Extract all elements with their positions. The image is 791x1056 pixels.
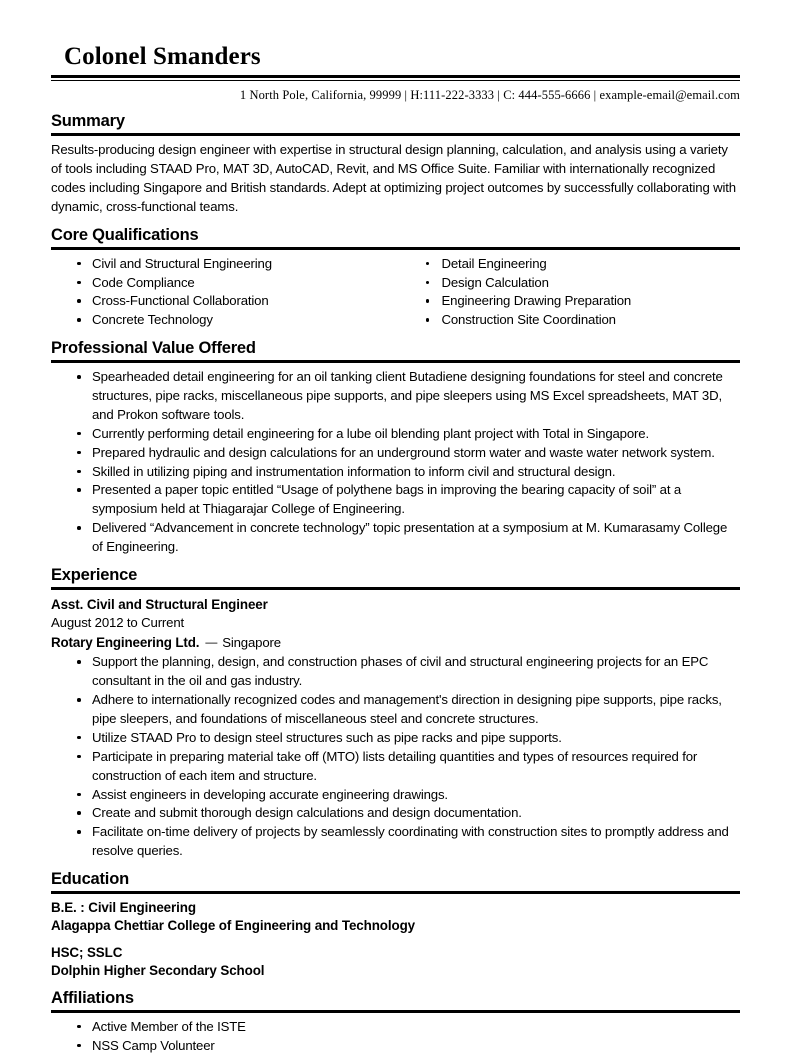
section-title-experience: Experience (51, 565, 138, 584)
header-rule-thick (51, 75, 740, 78)
section-rule (51, 587, 740, 590)
list-item: Active Member of the ISTE (51, 1018, 740, 1037)
list-item: Cross-Functional Collaboration (51, 292, 396, 311)
section-rule (51, 360, 740, 363)
list-item: Skilled in utilizing piping and instrumentation information to inform civil and structural design. (51, 463, 740, 482)
affiliations-list (51, 1018, 740, 1056)
qualifications-list-right (396, 255, 741, 331)
section-title-professional-value: Professional Value Offered (51, 339, 256, 358)
section-core-qualifications (51, 226, 740, 330)
contact-line: 1 North Pole, California, 99999 | H:111-222-3333 | C: 444-555-6666 | example-email@email.com (239, 88, 740, 103)
resume-header (51, 44, 740, 103)
list-item: NSS Camp Volunteer (51, 1037, 740, 1056)
list-item: Construction Site Coordination (396, 311, 741, 330)
section-rule (51, 133, 740, 136)
section-title-core-qualifications: Core Qualifications (51, 225, 199, 244)
section-professional-value (51, 339, 740, 557)
qualifications-list-left (51, 255, 396, 331)
header-rule-thin (51, 80, 740, 81)
list-item: Facilitate on-time delivery of projects by seamlessly coordinating with construction sites to promptly address and resolve queries. (51, 823, 740, 861)
list-item: Support the planning, design, and construction phases of civil and structural engineering projects for an EPC consultant in the oil and gas industry. (51, 653, 740, 691)
education-school: Dolphin Higher Secondary School (51, 962, 265, 978)
section-title-summary: Summary (51, 112, 125, 131)
education-entry (51, 944, 740, 980)
list-item: Detail Engineering (396, 255, 741, 274)
list-item: Civil and Structural Engineering (51, 255, 396, 274)
list-item: Concrete Technology (51, 311, 396, 330)
education-degree: HSC; SSLC (51, 944, 123, 960)
job-title: Asst. Civil and Structural Engineer (51, 596, 268, 612)
list-item: Presented a paper topic entitled “Usage of polythene bags in improving the bearing capacity of soil” at a symposium held at Thiagarajar College of Engineering. (51, 481, 740, 519)
list-item: Design Calculation (396, 274, 741, 293)
summary-text: Results-producing design engineer with expertise in structural design planning, calculation, and analysis using a variety of tools including STAAD Pro, MAT 3D, AutoCAD, Revit, and MS Office Suite. Familiar with internationally recognized codes including Singapore and British standards. Adept at optimizing project outcomes by successfully collaborating with dynamic, cross-functional teams. (51, 142, 736, 214)
list-item: Engineering Drawing Preparation (396, 292, 741, 311)
list-item: Prepared hydraulic and design calculations for an underground storm water and waste water network system. (51, 444, 740, 463)
list-item: Spearheaded detail engineering for an oil tanking client Butadiene designing foundations for steel and concrete structures, pipe racks, miscellaneous pipe supports, and pipe sleepers using MS Excel spreadsheets, MAT 3D, and Prokon software tools. (51, 368, 740, 425)
job-location: Singapore (222, 634, 281, 650)
list-item: Currently performing detail engineering for a lube oil blending plant project with Total in Singapore. (51, 425, 740, 444)
list-item: Code Compliance (51, 274, 396, 293)
list-item: Create and submit thorough design calculations and design documentation. (51, 804, 740, 823)
education-entries (51, 899, 740, 980)
job-employer-line (51, 633, 740, 653)
section-rule (51, 891, 740, 894)
experience-list (51, 653, 740, 861)
qualifications-column-left (51, 255, 396, 331)
list-item: Adhere to internationally recognized codes and management's direction in designing pipe supports, pipe racks, pipe sleepers, and foundations of miscellaneous steel and concrete structures. (51, 691, 740, 729)
section-education (51, 870, 740, 980)
list-item: Participate in preparing material take off (MTO) lists detailing quantities and types of resources required for construction of each item and structure. (51, 748, 740, 786)
qualifications-columns (51, 255, 740, 331)
education-degree: B.E. : Civil Engineering (51, 899, 196, 915)
job-dates: August 2012 to Current (51, 614, 185, 630)
job-employer: Rotary Engineering Ltd. (51, 634, 200, 650)
list-item: Delivered “Advancement in concrete technology” topic presentation at a symposium at M. Kumarasamy College of Engineering. (51, 519, 740, 557)
qualifications-column-right (396, 255, 741, 331)
section-rule (51, 1010, 740, 1013)
section-title-affiliations: Affiliations (51, 988, 134, 1007)
education-school: Alagappa Chettiar College of Engineering and Technology (51, 917, 416, 933)
section-title-education: Education (51, 870, 129, 888)
candidate-name: Colonel Smanders (64, 43, 261, 70)
education-entry (51, 899, 740, 935)
professional-value-list (51, 368, 740, 557)
section-experience (51, 566, 740, 861)
section-rule (51, 247, 740, 250)
list-item: Utilize STAAD Pro to design steel structures such as pipe racks and pipe supports. (51, 729, 740, 748)
section-summary (51, 112, 740, 216)
section-affiliations (51, 989, 740, 1056)
list-item: Assist engineers in developing accurate engineering drawings. (51, 786, 740, 805)
employer-separator: — (205, 634, 218, 649)
